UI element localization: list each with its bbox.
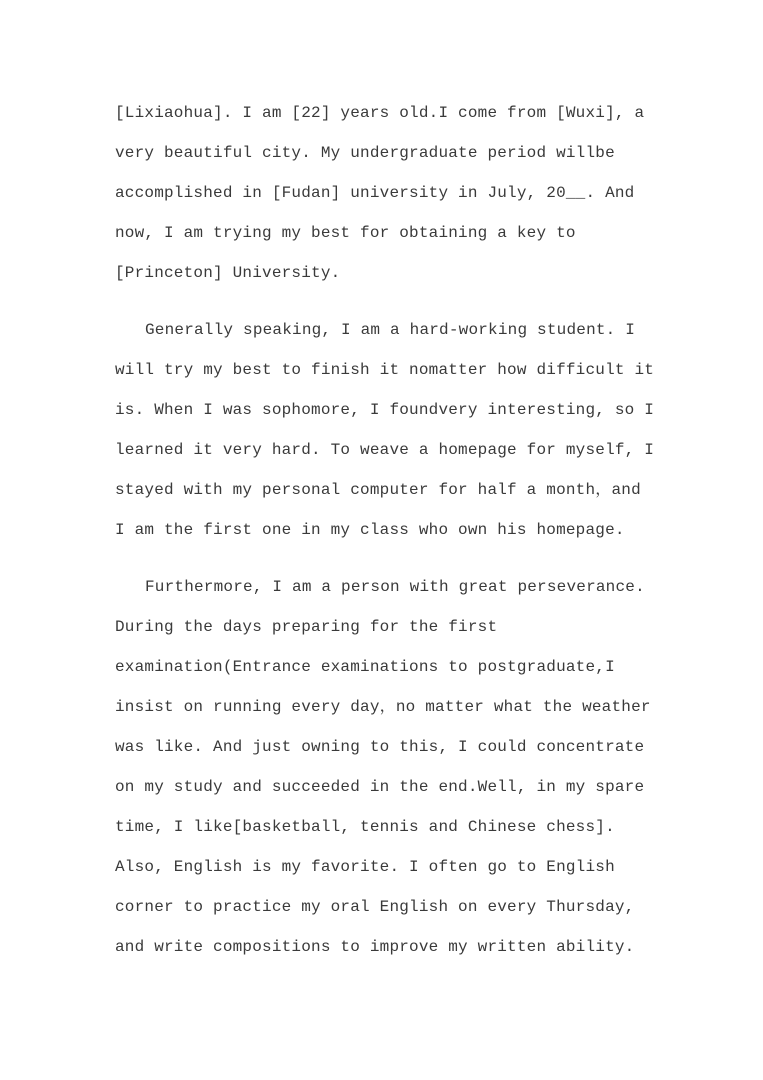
text-line: Also, English is my favorite. I often go to English (115, 858, 615, 876)
text-line: will try my best to finish it nomatter how difficult it (115, 361, 655, 379)
text-line: on my study and succeeded in the end.Well, in my spare (115, 778, 645, 796)
text-line: insist on running every day，no matter what the weather (115, 698, 651, 716)
text-line: [Princeton] University. (115, 264, 341, 282)
text-line: accomplished in [Fudan] university in July, 20__. And (115, 184, 635, 202)
text-line: Furthermore, I am a person with great perseverance. (145, 578, 645, 596)
text-line: Generally speaking, I am a hard-working student. I (145, 321, 636, 339)
text-line: was like. And just owning to this, I could concentrate (115, 738, 645, 756)
text-line: time, I like[basketball, tennis and Chinese chess]. (115, 818, 615, 836)
paragraph (115, 93, 663, 293)
text-line: I am the first one in my class who own his homepage. (115, 521, 625, 539)
text-line: corner to practice my oral English on every Thursday, (115, 898, 635, 916)
text-line: very beautiful city. My undergraduate period willbe (115, 144, 615, 162)
text-line: examination(Entrance examinations to postgraduate,I (115, 658, 615, 676)
text-line: now, I am trying my best for obtaining a key to (115, 224, 576, 242)
paragraph (115, 567, 663, 967)
text-line: During the days preparing for the first (115, 618, 498, 636)
text-line: [Lixiaohua]. I am [22] years old.I come from [Wuxi], a (115, 104, 645, 122)
text-line: is. When I was sophomore, I foundvery interesting, so I (115, 401, 655, 419)
document-body (115, 93, 663, 967)
paragraph (115, 310, 663, 550)
text-line: and write compositions to improve my written ability. (115, 938, 635, 956)
text-line: stayed with my personal computer for half a month，and (115, 481, 641, 499)
text-line: learned it very hard. To weave a homepage for myself, I (115, 441, 655, 459)
